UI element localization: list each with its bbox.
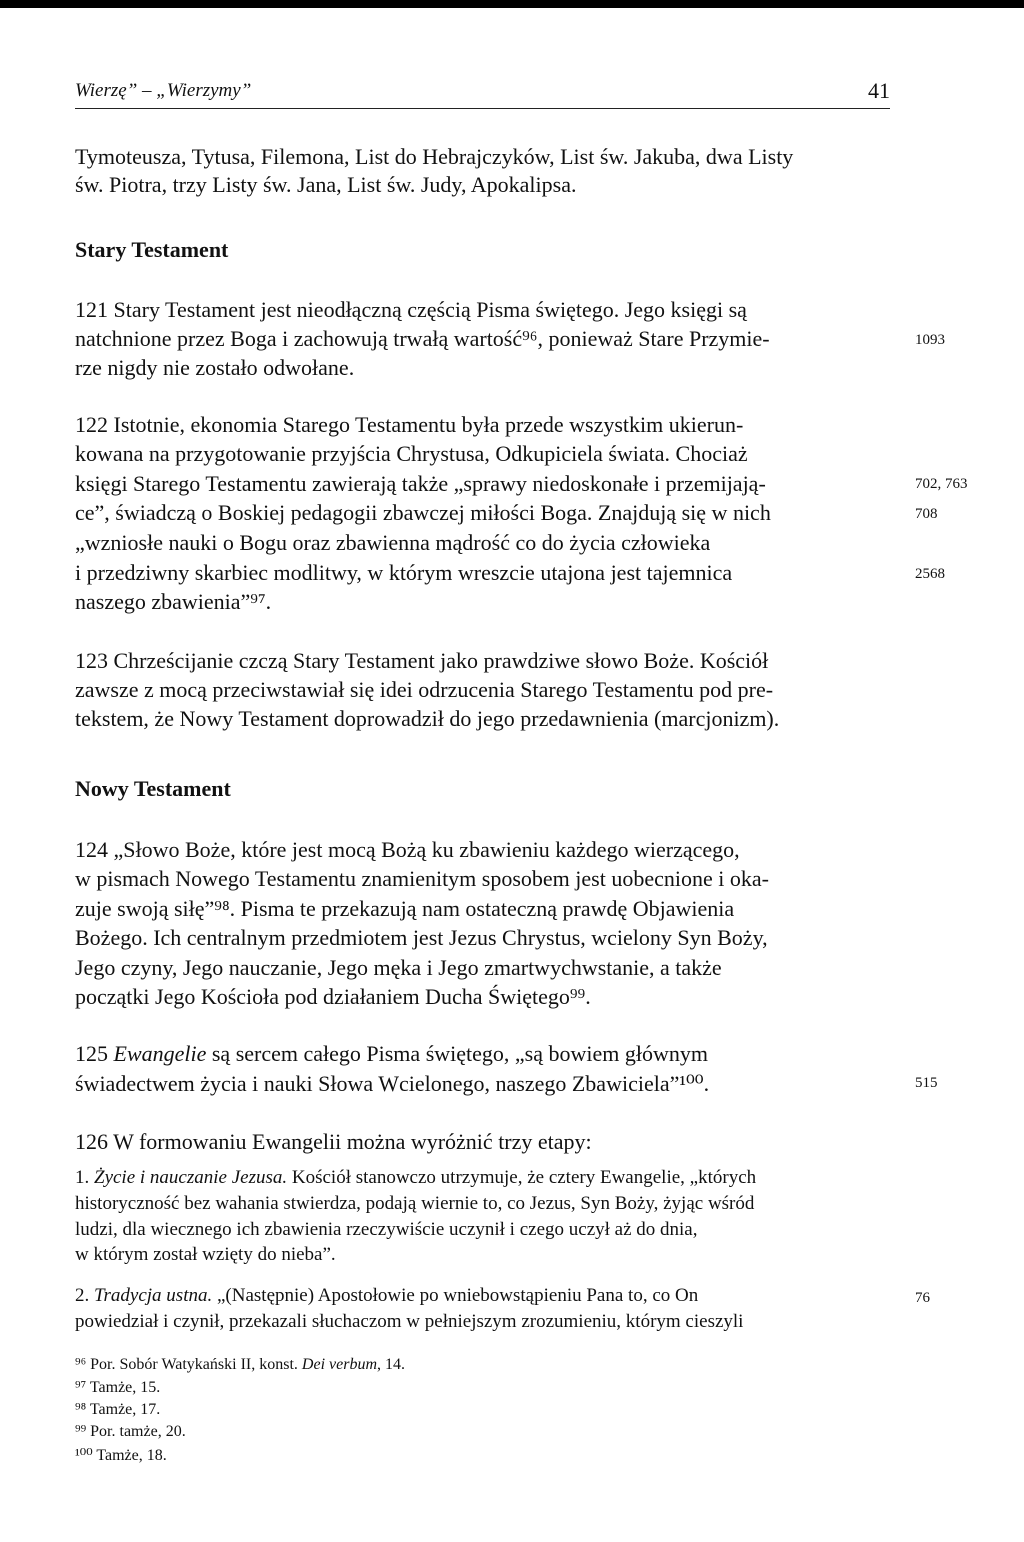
page-number: 41 [868, 78, 890, 103]
paragraph-122-line: i przedziwny skarbiec modlitwy, w którym wreszcie utajona jest tajemnica [75, 560, 733, 585]
footnote-text: , 14. [377, 1356, 405, 1373]
paragraph-123-line: 123 Chrześcijanie czczą Stary Testament jako prawdziwe słowo Boże. Kościół [75, 648, 769, 673]
italic-term: Ewangelie [113, 1041, 207, 1066]
italic-term: Tradycja ustna. [94, 1285, 213, 1306]
running-title: Wierzę” – „Wierzymy” [75, 80, 252, 101]
section-heading-new-testament: Nowy Testament [75, 776, 231, 801]
paragraph-124-line: Bożego. Ich centralnym przedmiotem jest Jezus Chrystus, wcielony Syn Boży, [75, 925, 768, 950]
margin-reference: 76 [915, 1290, 930, 1306]
subsection-1-line: ludzi, dla wiecznego ich zbawienia rzeczywiście uczynił i czego uczył aż do dnia, [75, 1219, 698, 1240]
italic-term: Życie i nauczanie Jezusa. [94, 1167, 288, 1188]
scan-top-edge [0, 0, 1024, 8]
paragraph-124-line: zuje swoją siłę”⁹⁸. Pisma te przekazują nam ostateczną prawdę Objawienia [75, 896, 735, 921]
footnote-99: ⁹⁹ Por. tamże, 20. [75, 1423, 186, 1440]
running-header [75, 78, 890, 109]
paragraph-124-line: początki Jego Kościoła pod działaniem Ducha Świętego⁹⁹. [75, 984, 591, 1009]
paragraph-123-line: tekstem, że Nowy Testament doprowadził do jego przedawnienia (marcjonizm). [75, 706, 780, 731]
text-line: Tymoteusza, Tytusa, Filemona, List do Hebrajczyków, List św. Jakuba, dwa Listy [75, 144, 794, 169]
paragraph-126-line: 126 W formowaniu Ewangelii można wyróżnić trzy etapy: [75, 1129, 592, 1154]
paragraph-122-line: ce”, świadczą o Boskiej pedagogii zbawczej miłości Boga. Znajdują się w nich [75, 500, 771, 525]
footnote-98: ⁹⁸ Tamże, 17. [75, 1401, 161, 1418]
paragraph-122-line: „wzniosłe nauki o Bogu oraz zbawienna mądrość co do życia człowieka [75, 530, 711, 555]
item-number: 1. [75, 1167, 94, 1188]
paragraph-122-line: naszego zbawienia”⁹⁷. [75, 589, 272, 614]
margin-reference: 1093 [915, 332, 945, 348]
item-number: 2. [75, 1285, 94, 1306]
subsection-2-line [75, 1285, 698, 1307]
paragraph-124-line: Jego czyny, Jego nauczanie, Jego męka i Jego zmartwychwstanie, a także [75, 955, 722, 980]
text-line: św. Piotra, trzy Listy św. Jana, List św. Judy, Apokalipsa. [75, 172, 577, 197]
subsection-2-line: powiedział i czynił, przekazali słuchaczom w pełniejszym zrozumieniu, którym cieszyli [75, 1311, 744, 1332]
footnote-96 [75, 1356, 405, 1374]
paragraph-122-line: księgi Starego Testamentu zawierają także „sprawy niedoskonałe i przemijają- [75, 471, 766, 496]
footnote-100: ¹⁰⁰ Tamże, 18. [75, 1447, 167, 1464]
paragraph-number: 125 [75, 1041, 114, 1066]
text-run: są sercem całego Pisma świętego, „są bowiem głównym [206, 1041, 708, 1066]
margin-reference: 515 [915, 1075, 938, 1091]
text-run: „(Następnie) Apostołowie po wniebowstąpieniu Pana to, co On [212, 1285, 699, 1306]
paragraph-125-line [75, 1041, 708, 1067]
footnote-97: ⁹⁷ Tamże, 15. [75, 1379, 161, 1396]
paragraph-122-line: kowana na przygotowanie przyjścia Chrystusa, Odkupiciela świata. Chociaż [75, 441, 748, 466]
subsection-1-line: historyczność bez wahania stwierdza, podają wiernie to, co Jezus, Syn Boży, żyjąc wśród [75, 1193, 755, 1214]
footnote-italic: Dei verbum [301, 1356, 377, 1373]
paragraph-121-line: natchnione przez Boga i zachowują trwałą wartość⁹⁶, ponieważ Stare Przymie- [75, 326, 770, 351]
subsection-1-line [75, 1167, 756, 1189]
margin-reference: 2568 [915, 566, 945, 582]
paragraph-123-line: zawsze z mocą przeciwstawiał się idei odrzucenia Starego Testamentu pod pre- [75, 677, 774, 702]
subsection-1-line: w którym został wzięty do nieba”. [75, 1244, 336, 1265]
paragraph-121-line: rze nigdy nie zostało odwołane. [75, 355, 355, 380]
paragraph-121-line: 121 Stary Testament jest nieodłączną częścią Pisma świętego. Jego księgi są [75, 297, 747, 322]
paragraph-125-line: świadectwem życia i nauki Słowa Wcielonego, naszego Zbawiciela”¹⁰⁰. [75, 1071, 710, 1096]
paragraph-124-line: w pismach Nowego Testamentu znamienitym sposobem jest uobecnione i oka- [75, 866, 769, 891]
paragraph-124-line: 124 „Słowo Boże, które jest mocą Bożą ku zbawieniu każdego wierzącego, [75, 837, 740, 862]
section-heading-old-testament: Stary Testament [75, 237, 229, 262]
text-run: Kościół stanowczo utrzymuje, że cztery Ewangelie, „których [287, 1167, 757, 1188]
footnote-text: ⁹⁶ Por. Sobór Watykański II, konst. [75, 1356, 302, 1373]
margin-reference: 702, 763 [915, 476, 968, 492]
margin-reference: 708 [915, 506, 938, 522]
paragraph-122-line: 122 Istotnie, ekonomia Starego Testamentu była przede wszystkim ukierun- [75, 412, 744, 437]
